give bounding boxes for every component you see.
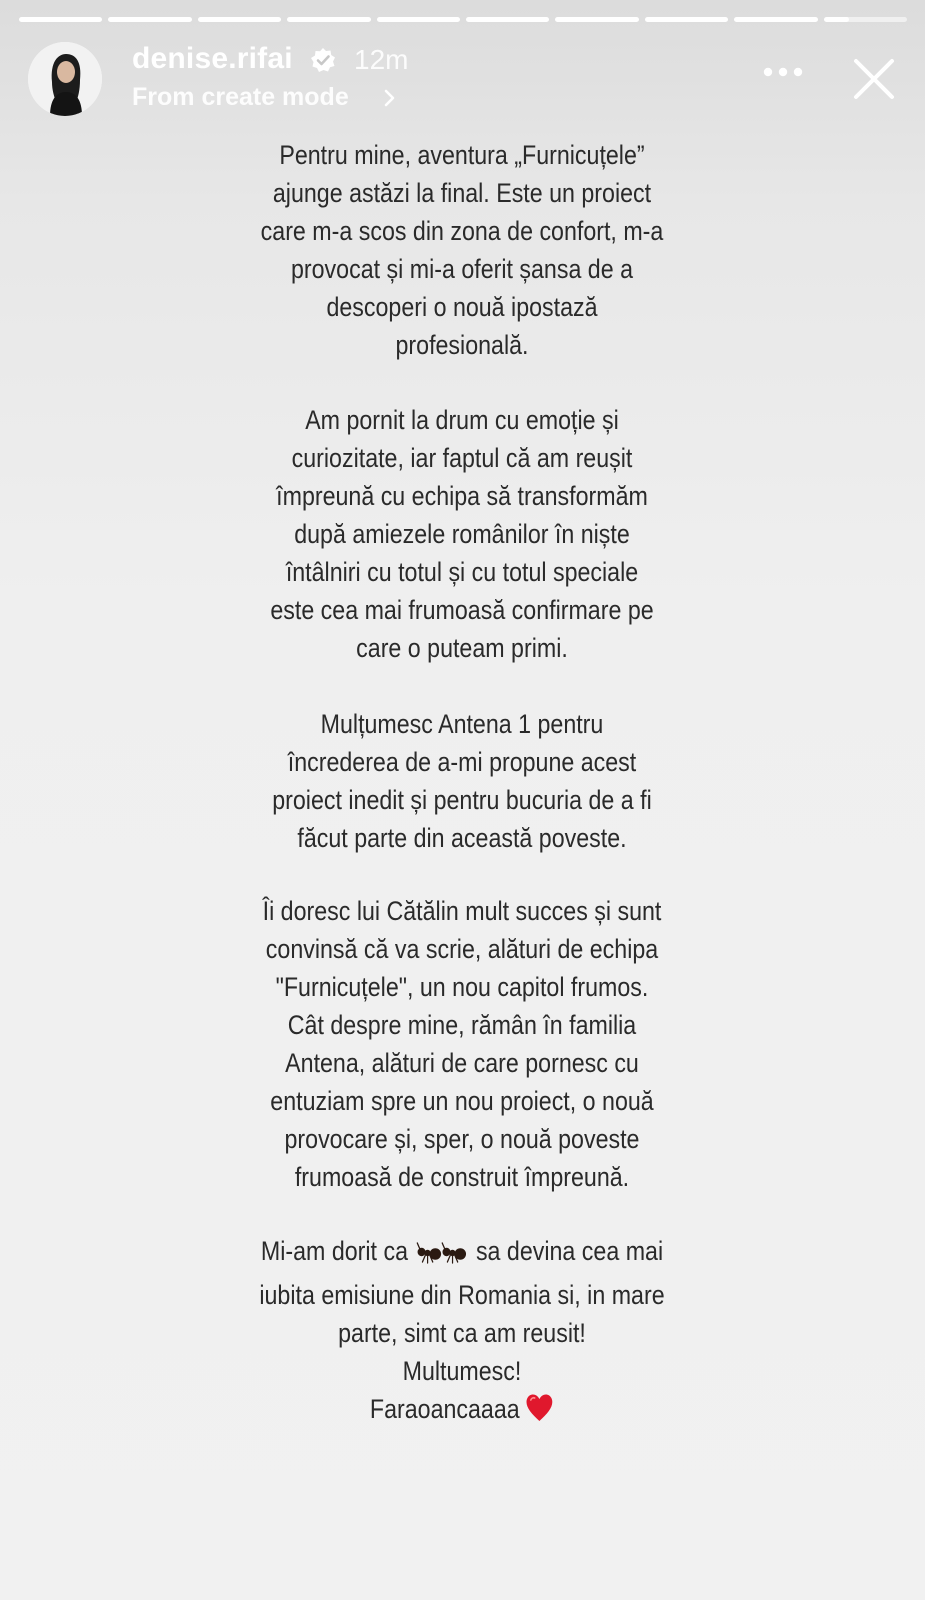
progress-segment-fill — [108, 17, 191, 22]
progress-segment-fill — [824, 17, 849, 22]
progress-segment-fill — [19, 17, 102, 22]
create-mode-link[interactable]: From create mode — [132, 83, 349, 111]
story-paragraph-4 — [194, 892, 731, 1196]
progress-segment-fill — [198, 17, 281, 22]
closing-text-start: Mi-am dorit ca — [260, 1236, 408, 1266]
progress-segment — [734, 17, 817, 22]
story-paragraph-2 — [194, 401, 731, 667]
progress-segment-fill — [466, 17, 549, 22]
progress-segment — [645, 17, 728, 22]
story-paragraph-3 — [194, 705, 731, 857]
paragraph-text: Pentru mine, aventura „Furnicuțele” ajunge astăzi la final. Este un proiect care m-a scos din zona de confort, m-a provocat și mi-a oferit șansa de a descoperi o nouă ipostază profesională. — [260, 140, 664, 360]
username[interactable]: denise.rifai — [132, 42, 293, 75]
paragraph-text: Îi doresc lui Cătălin mult succes și sunt convinsă că va scrie, alături de echipa "Furnicuțele", un nou capitol frumos. Cât despre mine, rămân în familia Antena, alături de care pornesc cu entuziam spre un nou proiect, o nouă provocare și, sper, o nouă poveste frumoasă de construit împreună. — [262, 896, 662, 1192]
paragraph-text: Am pornit la drum cu emoție și curiozitate, iar faptul că am reușit împreună cu echipa să transformăm după amiezele românilor în niște întâlniri cu totul și cu totul speciale este cea mai frumoasă confirmare pe care o puteam primi. — [270, 405, 654, 663]
paragraph-text: Mulțumesc Antena 1 pentru încrederea de a-mi propune acest proiect inedit și pentru bucuria de a fi făcut parte din această poveste. — [272, 709, 652, 853]
progress-segment-fill — [645, 17, 728, 22]
progress-segment — [108, 17, 191, 22]
closing-text-end: sa devina cea mai — [475, 1236, 664, 1266]
progress-segment — [198, 17, 281, 22]
progress-segment — [466, 17, 549, 22]
progress-segment — [555, 17, 638, 22]
closing-text-rest: iubita emisiune din Romania si, in mare parte, simt ca am reusit! Multumesc! — [259, 1280, 665, 1386]
chevron-right-icon — [383, 88, 397, 108]
progress-segment-fill — [287, 17, 370, 22]
progress-segment — [287, 17, 370, 22]
progress-segment — [19, 17, 102, 22]
story-paragraph-5 — [194, 1232, 731, 1433]
progress-segment — [824, 17, 907, 22]
post-time: 12m — [354, 44, 409, 75]
signature: Faraoancaaaa — [369, 1394, 520, 1424]
story-progress-bar — [19, 17, 907, 22]
closing-line — [194, 1232, 731, 1433]
close-icon[interactable] — [852, 57, 896, 101]
more-options-icon[interactable] — [763, 66, 803, 78]
progress-segment — [377, 17, 460, 22]
heart-icon — [525, 1393, 554, 1433]
progress-segment-fill — [555, 17, 638, 22]
progress-segment-fill — [734, 17, 817, 22]
avatar[interactable] — [28, 42, 102, 116]
story-paragraph-1 — [194, 136, 731, 364]
progress-segment-fill — [377, 17, 460, 22]
ant-emoji-icon — [416, 1238, 468, 1276]
verified-badge-icon — [310, 47, 336, 73]
